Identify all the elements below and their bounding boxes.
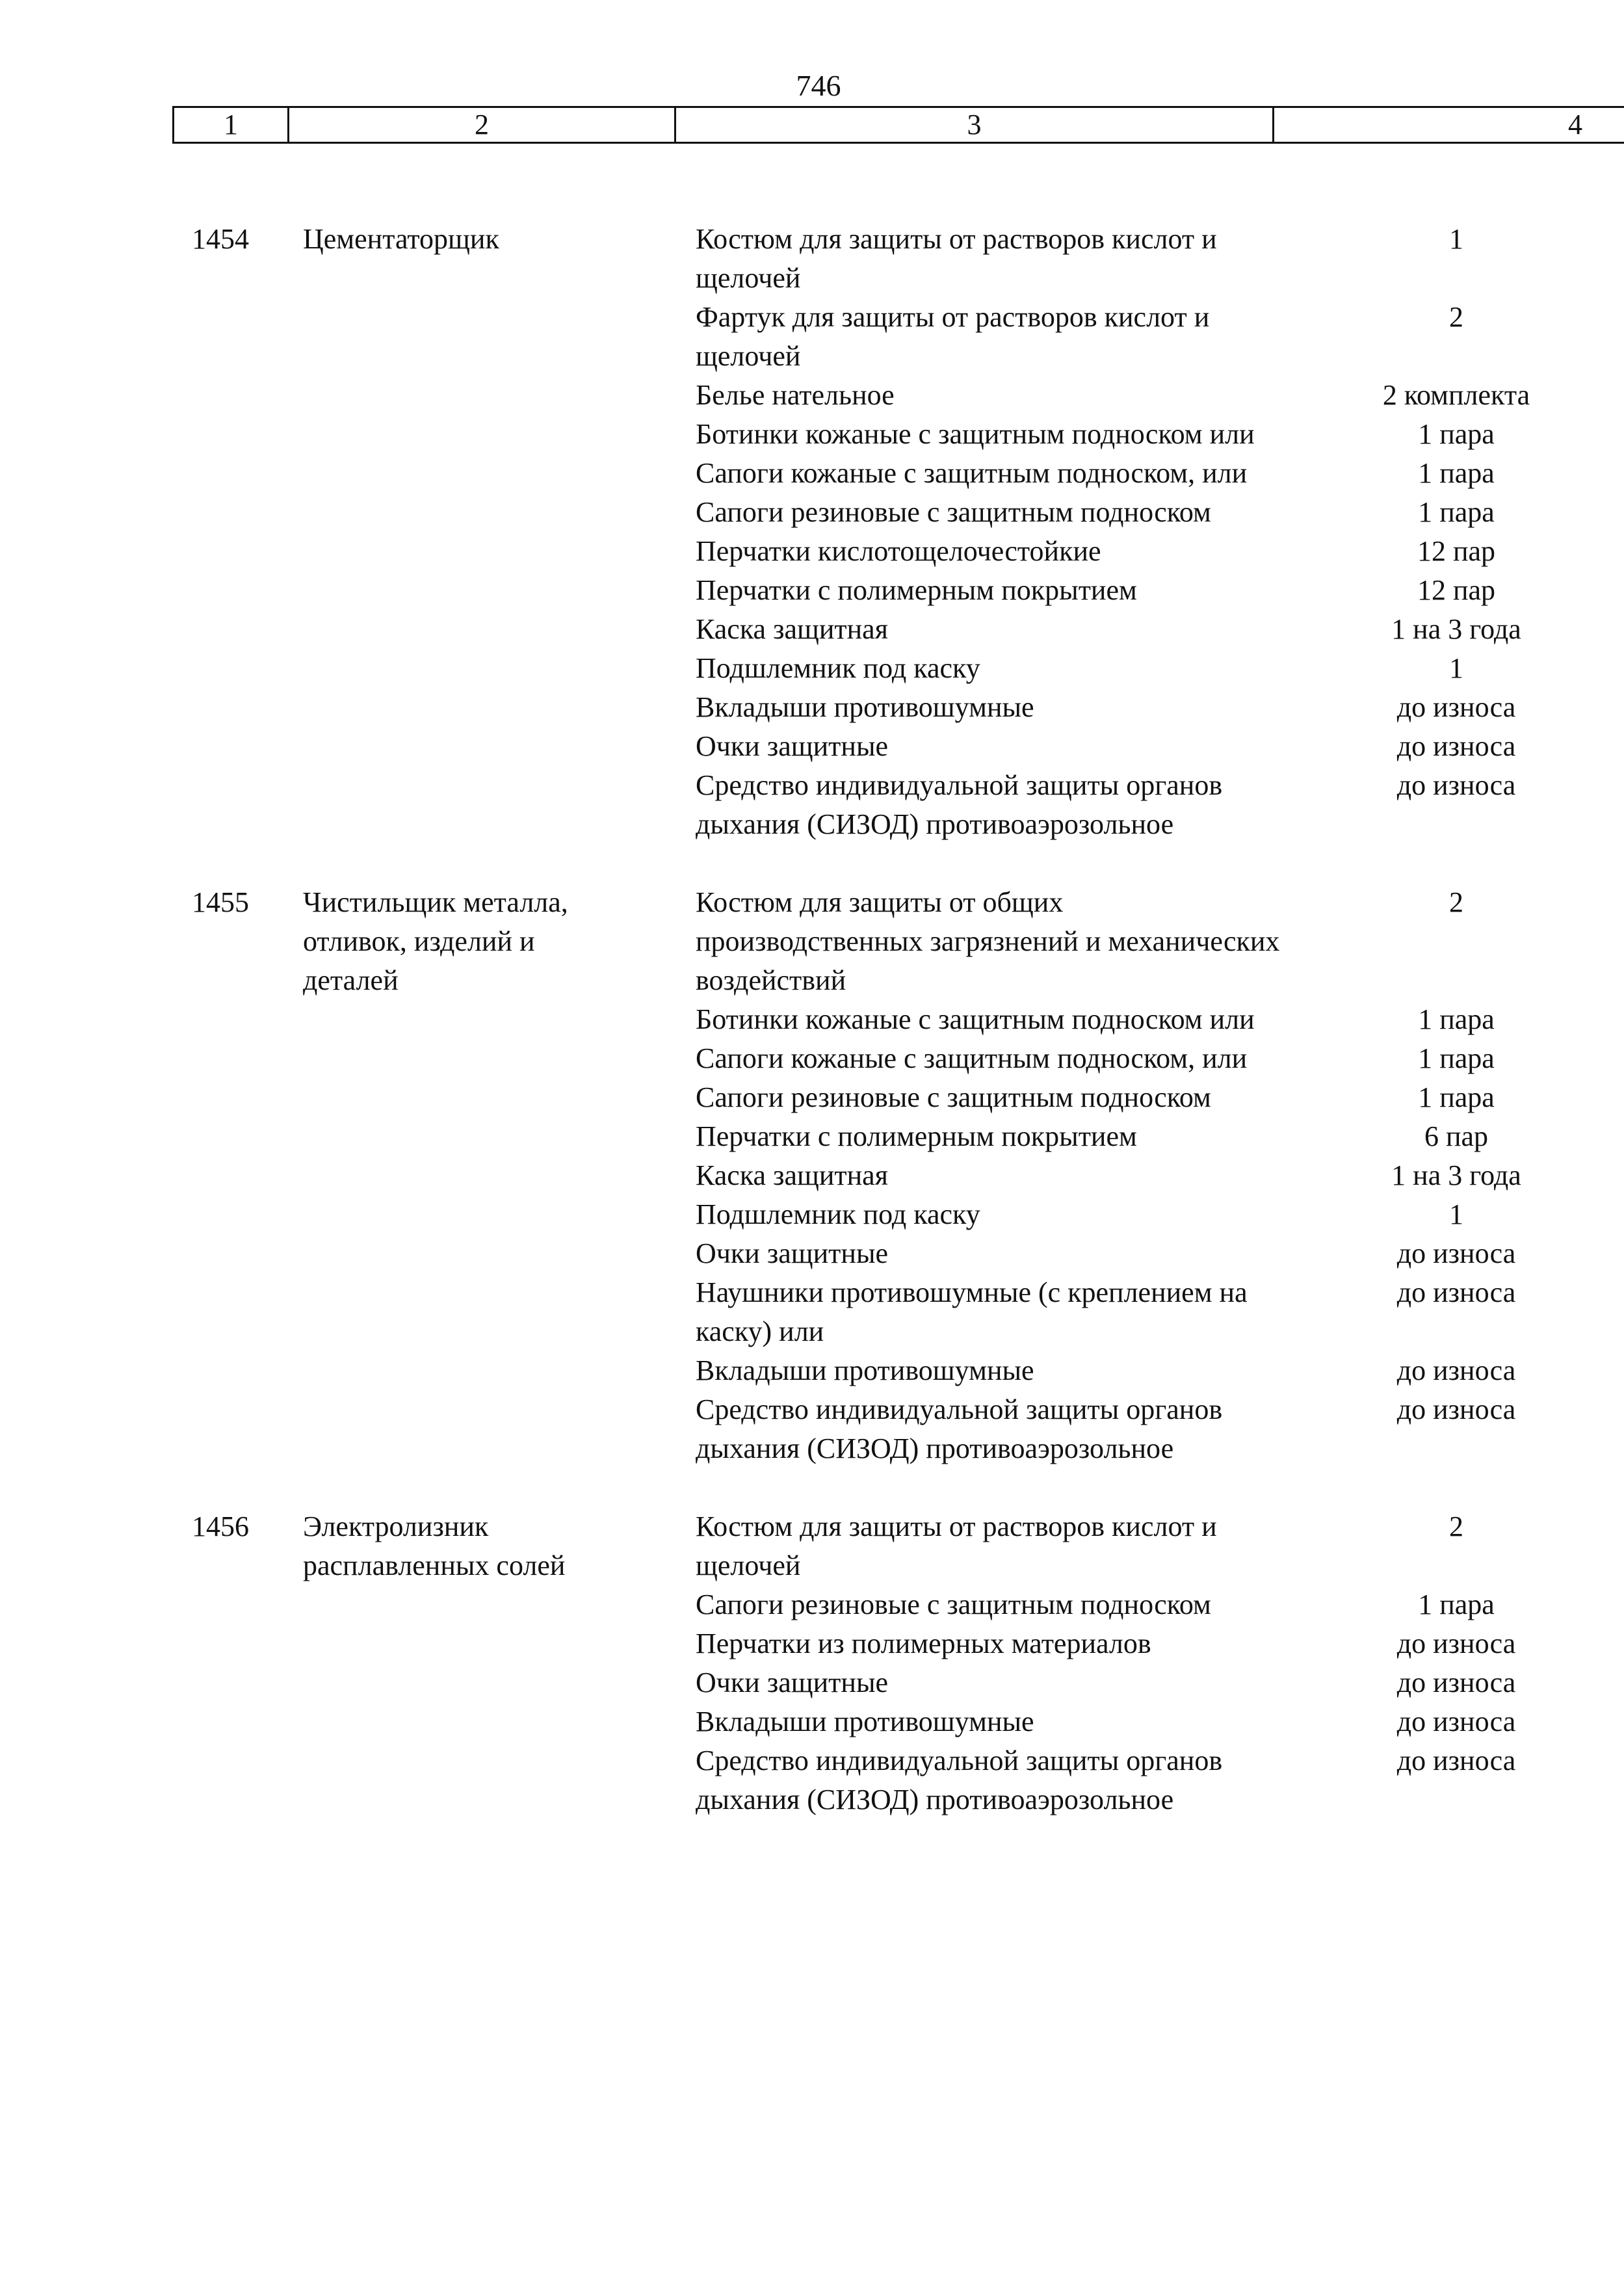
ppe-item-row [696, 649, 1624, 688]
ppe-item-name: Средство индивидуальной защиты органов дыхания (СИЗОД) противоаэрозольное [696, 769, 1223, 840]
ppe-item-row [696, 415, 1624, 454]
ppe-item-row [696, 1507, 1624, 1585]
ppe-item-quantity: 1 пара [1418, 1589, 1495, 1620]
ppe-item-row [696, 1741, 1624, 1819]
ppe-item-name: Сапоги резиновые с защитным подноском [696, 1589, 1211, 1620]
ppe-item-quantity: 2 комплекта [1382, 379, 1530, 411]
ppe-item-quantity: до износа [1396, 1628, 1516, 1659]
profession-number: 1454 [192, 223, 249, 255]
ppe-item-row [696, 571, 1624, 610]
ppe-item-name: Ботинки кожаные с защитным подноском или [696, 418, 1255, 450]
ppe-item-row [696, 298, 1624, 376]
ppe-item-row [696, 1585, 1624, 1624]
ppe-item-name: Средство индивидуальной защиты органов дыхания (СИЗОД) противоаэрозольное [696, 1393, 1223, 1464]
ppe-item-row [696, 766, 1624, 844]
ppe-item-row [696, 1663, 1624, 1702]
ppe-item-quantity: 1 [1449, 1198, 1463, 1230]
ppe-item-name: Подшлемник под каску [696, 1198, 980, 1230]
ppe-items [696, 220, 1624, 844]
ppe-item-row [696, 727, 1624, 766]
ppe-item-name: Наушники противошумные (с креплением на каску) или [696, 1276, 1248, 1347]
ppe-item-row [696, 1351, 1624, 1390]
ppe-item-quantity: 1 на 3 года [1391, 1159, 1521, 1191]
profession-number: 1455 [192, 886, 249, 918]
ppe-item-quantity: 1 пара [1418, 1042, 1495, 1074]
profession-name: Электролизник расплавленных солей [303, 1511, 566, 1581]
ppe-item-row [696, 454, 1624, 493]
ppe-item-name: Вкладыши противошумные [696, 691, 1034, 723]
header-col-1: 1 [172, 108, 289, 142]
ppe-item-quantity: до износа [1396, 1276, 1516, 1308]
ppe-items [696, 1507, 1624, 1819]
ppe-item-row [696, 1702, 1624, 1741]
ppe-item-quantity: 1 на 3 года [1391, 613, 1521, 645]
ppe-items [696, 883, 1624, 1468]
ppe-item-name: Перчатки из полимерных материалов [696, 1628, 1151, 1659]
ppe-item-quantity: 1 пара [1418, 457, 1495, 489]
ppe-item-quantity: 1 пара [1418, 418, 1495, 450]
profession-entry [0, 883, 1624, 1468]
ppe-item-quantity: 1 пара [1418, 496, 1495, 528]
profession-name: Цементаторщик [303, 223, 499, 255]
ppe-item-quantity: 12 пар [1417, 535, 1496, 567]
ppe-item-name: Очки защитные [696, 730, 889, 762]
ppe-item-name: Костюм для защиты от растворов кислот и щелочей [696, 1511, 1217, 1581]
ppe-item-name: Сапоги кожаные с защитным подноском, или [696, 457, 1248, 489]
ppe-item-quantity: до износа [1396, 1393, 1516, 1425]
ppe-item-row [696, 883, 1624, 1000]
ppe-item-name: Средство индивидуальной защиты органов дыхания (СИЗОД) противоаэрозольное [696, 1745, 1223, 1815]
ppe-item-quantity: 2 [1449, 301, 1463, 333]
ppe-item-quantity: до износа [1396, 769, 1516, 801]
ppe-item-quantity: 6 пар [1424, 1120, 1489, 1152]
ppe-item-name: Белье нательное [696, 379, 895, 411]
ppe-item-row [696, 1039, 1624, 1078]
ppe-item-quantity: до износа [1396, 1354, 1516, 1386]
ppe-item-row [696, 1390, 1624, 1468]
ppe-item-name: Ботинки кожаные с защитным подноском или [696, 1003, 1255, 1035]
ppe-item-name: Вкладыши противошумные [696, 1354, 1034, 1386]
ppe-item-quantity: до износа [1396, 1745, 1516, 1776]
ppe-item-quantity: 2 [1449, 886, 1463, 918]
ppe-item-name: Каска защитная [696, 1159, 888, 1191]
ppe-item-quantity: до износа [1396, 1237, 1516, 1269]
ppe-item-row [696, 493, 1624, 532]
ppe-item-name: Перчатки с полимерным покрытием [696, 574, 1137, 606]
ppe-item-row [696, 1195, 1624, 1234]
ppe-item-row [696, 220, 1624, 298]
ppe-item-row [696, 1234, 1624, 1273]
ppe-item-row [696, 610, 1624, 649]
ppe-item-name: Сапоги резиновые с защитным подноском [696, 496, 1211, 528]
ppe-item-name: Костюм для защиты от растворов кислот и щелочей [696, 223, 1217, 294]
header-col-4: 4 [1568, 109, 1582, 140]
ppe-item-row [696, 1078, 1624, 1117]
ppe-item-name: Очки защитные [696, 1237, 889, 1269]
profession-number: 1456 [192, 1511, 249, 1542]
page-number-text: 746 [796, 69, 841, 102]
ppe-item-row [696, 1000, 1624, 1039]
ppe-item-row [696, 532, 1624, 571]
ppe-item-quantity: 2 [1449, 1511, 1463, 1542]
ppe-item-name: Сапоги резиновые с защитным подноском [696, 1081, 1211, 1113]
ppe-item-quantity: 1 [1449, 652, 1463, 684]
ppe-item-name: Каска защитная [696, 613, 888, 645]
page-number [0, 68, 1624, 104]
ppe-item-quantity: 1 [1449, 223, 1463, 255]
profession-name: Чистильщик металла, отливок, изделий и деталей [303, 886, 568, 996]
ppe-item-name: Очки защитные [696, 1667, 889, 1698]
ppe-item-quantity: до износа [1396, 1706, 1516, 1737]
header-col-2: 2 [289, 108, 676, 142]
ppe-item-name: Костюм для защиты от общих производственных загрязнений и механических воздействий [696, 886, 1280, 996]
profession-entry [0, 220, 1624, 844]
ppe-item-row [696, 1156, 1624, 1195]
table-header-row [172, 106, 1624, 144]
ppe-item-quantity: до износа [1396, 691, 1516, 723]
ppe-item-name: Подшлемник под каску [696, 652, 980, 684]
header-col-3: 3 [676, 108, 1274, 142]
ppe-item-quantity: до износа [1396, 1667, 1516, 1698]
ppe-item-name: Сапоги кожаные с защитным подноском, или [696, 1042, 1248, 1074]
ppe-item-quantity: 12 пар [1417, 574, 1496, 606]
ppe-item-quantity: 1 пара [1418, 1081, 1495, 1113]
ppe-item-name: Фартук для защиты от растворов кислот и щелочей [696, 301, 1210, 372]
profession-entry [0, 1507, 1624, 1819]
ppe-item-row [696, 688, 1624, 727]
ppe-item-name: Перчатки с полимерным покрытием [696, 1120, 1137, 1152]
ppe-item-name: Вкладыши противошумные [696, 1706, 1034, 1737]
ppe-item-name: Перчатки кислотощелочестойкие [696, 535, 1101, 567]
ppe-item-quantity: до износа [1396, 730, 1516, 762]
ppe-item-row [696, 376, 1624, 415]
ppe-item-row [696, 1273, 1624, 1351]
ppe-item-row [696, 1624, 1624, 1663]
ppe-item-row [696, 1117, 1624, 1156]
entries-list [0, 220, 1624, 1858]
ppe-item-quantity: 1 пара [1418, 1003, 1495, 1035]
